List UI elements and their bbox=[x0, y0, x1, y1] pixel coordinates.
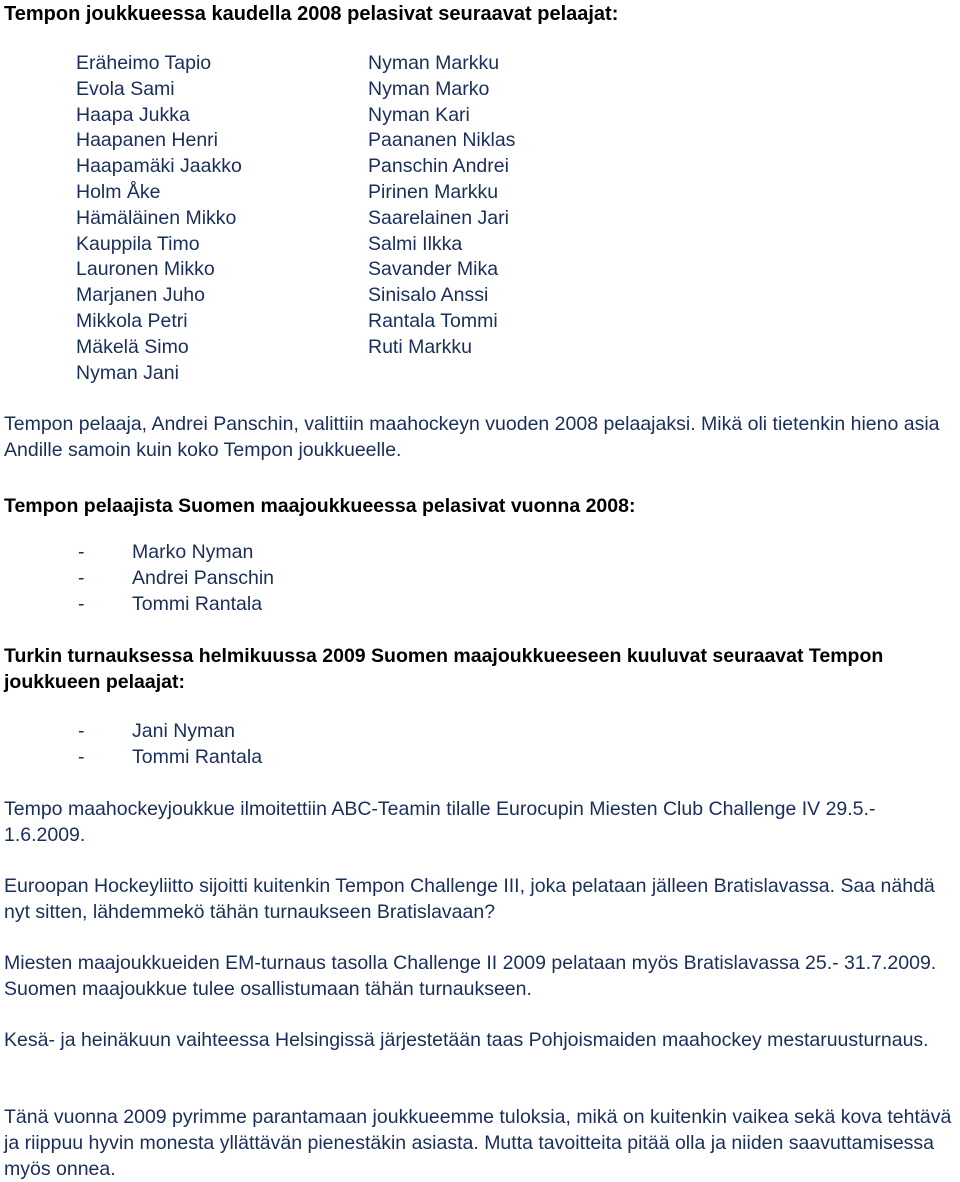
list-dash: - bbox=[78, 541, 85, 563]
list-item bbox=[4, 745, 262, 771]
player-name: Marko Nyman bbox=[132, 541, 254, 563]
player-name: Kauppila Timo bbox=[76, 232, 200, 255]
player-name: Marjanen Juho bbox=[76, 284, 205, 307]
list-item bbox=[4, 592, 274, 618]
eurocup-paragraph: Tempo maahockeyjoukkue ilmoitettiin ABC-Teamin tilalle Eurocupin Miesten Club Challenge IV 29.5.- 1.6.2009. bbox=[4, 798, 876, 846]
list-dash: - bbox=[78, 592, 85, 615]
player-name: Evola Sami bbox=[76, 77, 175, 100]
player-name: Salmi Ilkka bbox=[368, 232, 463, 255]
player-list-left bbox=[76, 51, 242, 386]
season-goal-paragraph: Tänä vuonna 2009 pyrimme parantamaan joukkueemme tuloksia, mikä on kuitenkin vaikea sekä kova tehtävä ja riippuu hyvin monesta yllättävän pienestäkin asiasta. Mutta tavoitteita pitää olla ja niiden saavuttamisessa myös onnea. bbox=[4, 1106, 952, 1180]
player-name: Sinisalo Anssi bbox=[368, 284, 489, 307]
list-item bbox=[4, 719, 262, 745]
player-name: Lauronen Mikko bbox=[76, 258, 215, 281]
player-name: Holm Åke bbox=[76, 180, 161, 203]
player-name: Nyman Markku bbox=[368, 52, 500, 74]
player-list-right bbox=[368, 51, 515, 361]
list-dash: - bbox=[78, 566, 85, 589]
player-name: Haapanen Henri bbox=[76, 129, 219, 152]
player-name: Mäkelä Simo bbox=[76, 335, 189, 358]
national-team-2008-heading: Tempon pelaajista Suomen maajoukkueessa pelasivat vuonna 2008: bbox=[4, 495, 636, 517]
player-name: Saarelainen Jari bbox=[368, 206, 509, 229]
player-name: Savander Mika bbox=[368, 258, 499, 281]
player-name: Nyman Marko bbox=[368, 77, 490, 100]
player-name: Pirinen Markku bbox=[368, 180, 499, 203]
player-name: Panschin Andrei bbox=[368, 155, 509, 178]
turkey-tournament-list bbox=[4, 719, 262, 771]
player-name: Haapamäki Jaakko bbox=[76, 155, 242, 178]
player-name: Mikkola Petri bbox=[76, 309, 188, 332]
em-tournament-paragraph: Miesten maajoukkueiden EM-turnaus tasolla Challenge II 2009 pelataan myös Bratislavassa 25.- 31.7.2009. Suomen maajoukkue tulee osallistumaan tähän turnaukseen. bbox=[4, 952, 937, 1000]
list-item bbox=[4, 566, 274, 592]
player-name: Andrei Panschin bbox=[132, 566, 275, 589]
list-dash: - bbox=[78, 745, 85, 768]
player-name: Haapa Jukka bbox=[76, 103, 190, 126]
player-of-year-paragraph: Tempon pelaaja, Andrei Panschin, valittiin maahockeyn vuoden 2008 pelaajaksi. Mikä oli tietenkin hieno asia Andille samoin kuin koko Tempon joukkueelle. bbox=[4, 413, 940, 461]
player-name: Tommi Rantala bbox=[132, 745, 263, 768]
federation-paragraph: Euroopan Hockeyliitto sijoitti kuitenkin Tempon Challenge III, joka pelataan jälleen Bratislavassa. Saa nähdä nyt sitten, lähdemmekö tähän turnaukseen Bratislavaan? bbox=[4, 875, 935, 923]
player-name: Nyman Jani bbox=[76, 361, 179, 384]
player-name: Rantala Tommi bbox=[368, 309, 498, 332]
player-name: Eräheimo Tapio bbox=[76, 52, 212, 74]
turkey-tournament-heading: Turkin turnauksessa helmikuussa 2009 Suomen maajoukkueeseen kuuluvat seuraavat Tempon joukkueen pelaajat: bbox=[4, 645, 884, 693]
list-item bbox=[4, 540, 274, 566]
player-name: Jani Nyman bbox=[132, 720, 235, 742]
player-name: Nyman Kari bbox=[368, 103, 470, 126]
nordic-championship-paragraph: Kesä- ja heinäkuun vaihteessa Helsingissä järjestetään taas Pohjoismaiden maahockey mestaruusturnaus. bbox=[4, 1029, 929, 1051]
roster-heading: Tempon joukkueessa kaudella 2008 pelasivat seuraavat pelaajat: bbox=[4, 3, 619, 25]
player-name: Hämäläinen Mikko bbox=[76, 206, 237, 229]
player-name: Tommi Rantala bbox=[132, 592, 263, 615]
national-team-2008-list bbox=[4, 540, 274, 617]
list-dash: - bbox=[78, 720, 85, 742]
player-name: Paananen Niklas bbox=[368, 129, 516, 152]
player-name: Ruti Markku bbox=[368, 335, 473, 358]
